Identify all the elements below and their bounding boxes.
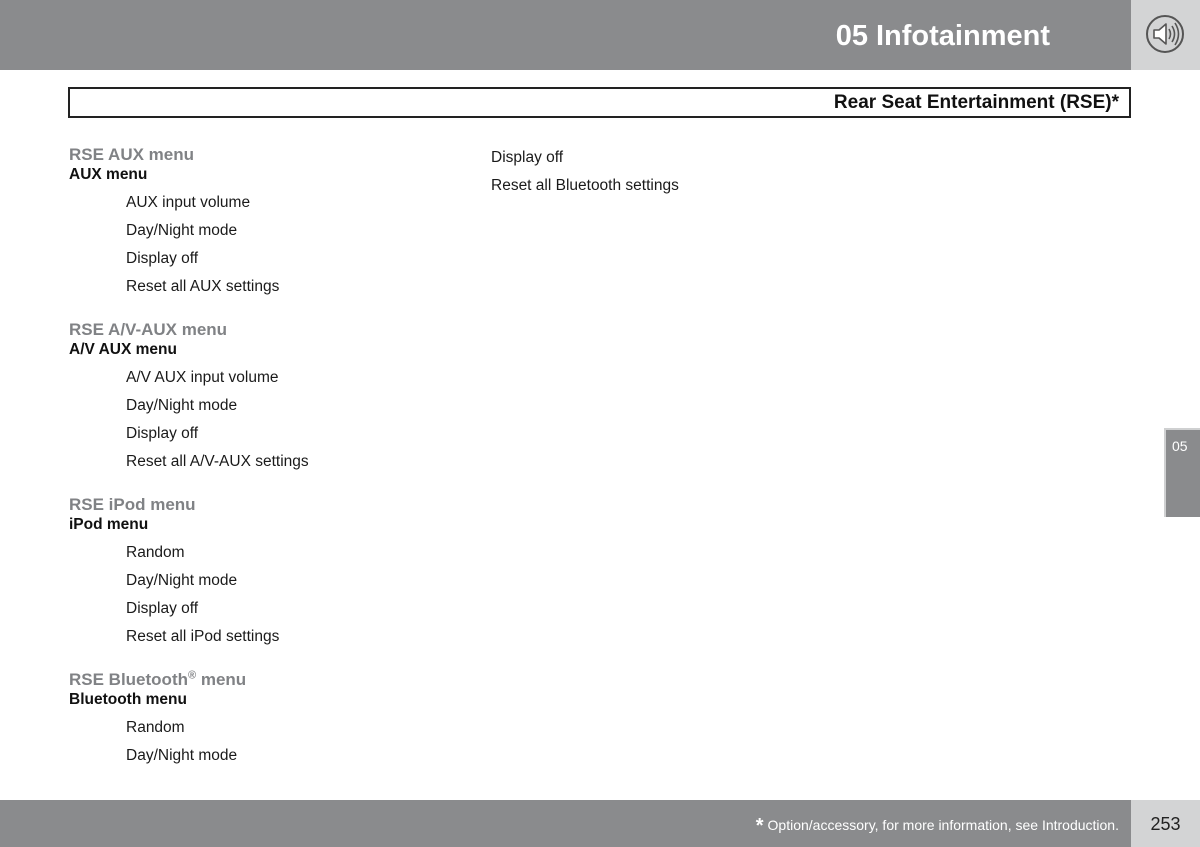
group-subheading: iPod menu xyxy=(69,516,149,533)
footer-bar xyxy=(0,800,1131,847)
left-column xyxy=(69,144,469,788)
speaker-icon xyxy=(1145,14,1185,54)
list-item: A/V AUX input volume xyxy=(126,369,279,386)
group-heading-suffix: menu xyxy=(196,670,247,689)
section-title-box xyxy=(68,87,1131,118)
group-subheading: A/V AUX menu xyxy=(69,341,177,358)
group-heading: RSE A/V-AUX menu xyxy=(69,320,228,339)
group-heading-text: RSE Bluetooth xyxy=(69,670,188,689)
group-subheading: AUX menu xyxy=(69,166,148,183)
list-item: Display off xyxy=(126,600,199,617)
menu-group-ipod xyxy=(69,494,469,651)
chapter-icon-box xyxy=(1131,0,1200,70)
group-heading: RSE AUX menu xyxy=(69,145,195,164)
page-number: 253 xyxy=(1150,814,1181,834)
list-item: Random xyxy=(126,544,185,561)
list-item: Day/Night mode xyxy=(126,397,238,414)
menu-group-bluetooth xyxy=(69,669,469,770)
footer-note-text: Option/accessory, for more information, see Introduction. xyxy=(767,817,1119,833)
menu-group-aux xyxy=(69,144,469,301)
group-subheading: Bluetooth menu xyxy=(69,691,187,708)
list-item: Reset all Bluetooth settings xyxy=(491,177,679,194)
asterisk: * xyxy=(755,815,764,837)
chapter-title: 05 Infotainment xyxy=(835,20,1050,52)
list-item: Display off xyxy=(126,250,199,267)
registered-mark: ® xyxy=(188,669,197,682)
side-tab-label: 05 xyxy=(1172,438,1188,454)
list-item: Display off xyxy=(491,149,564,166)
group-heading: RSE iPod menu xyxy=(69,495,196,514)
list-item: Display off xyxy=(126,425,199,442)
right-column xyxy=(491,144,991,200)
chapter-side-tab xyxy=(1164,428,1200,517)
list-item: Reset all iPod settings xyxy=(126,628,280,645)
footer-note xyxy=(756,816,1119,835)
list-item: AUX input volume xyxy=(126,194,251,211)
list-item: Reset all A/V-AUX settings xyxy=(126,453,309,470)
section-title: Rear Seat Entertainment (RSE)* xyxy=(833,92,1119,113)
list-item: Random xyxy=(126,719,185,736)
list-item: Day/Night mode xyxy=(126,572,238,589)
page-number-box xyxy=(1131,800,1200,847)
group-heading xyxy=(69,669,469,690)
header-bar xyxy=(0,0,1131,70)
list-item: Day/Night mode xyxy=(126,747,238,764)
list-item: Day/Night mode xyxy=(126,222,238,239)
menu-group-av-aux xyxy=(69,319,469,476)
list-item: Reset all AUX settings xyxy=(126,278,280,295)
